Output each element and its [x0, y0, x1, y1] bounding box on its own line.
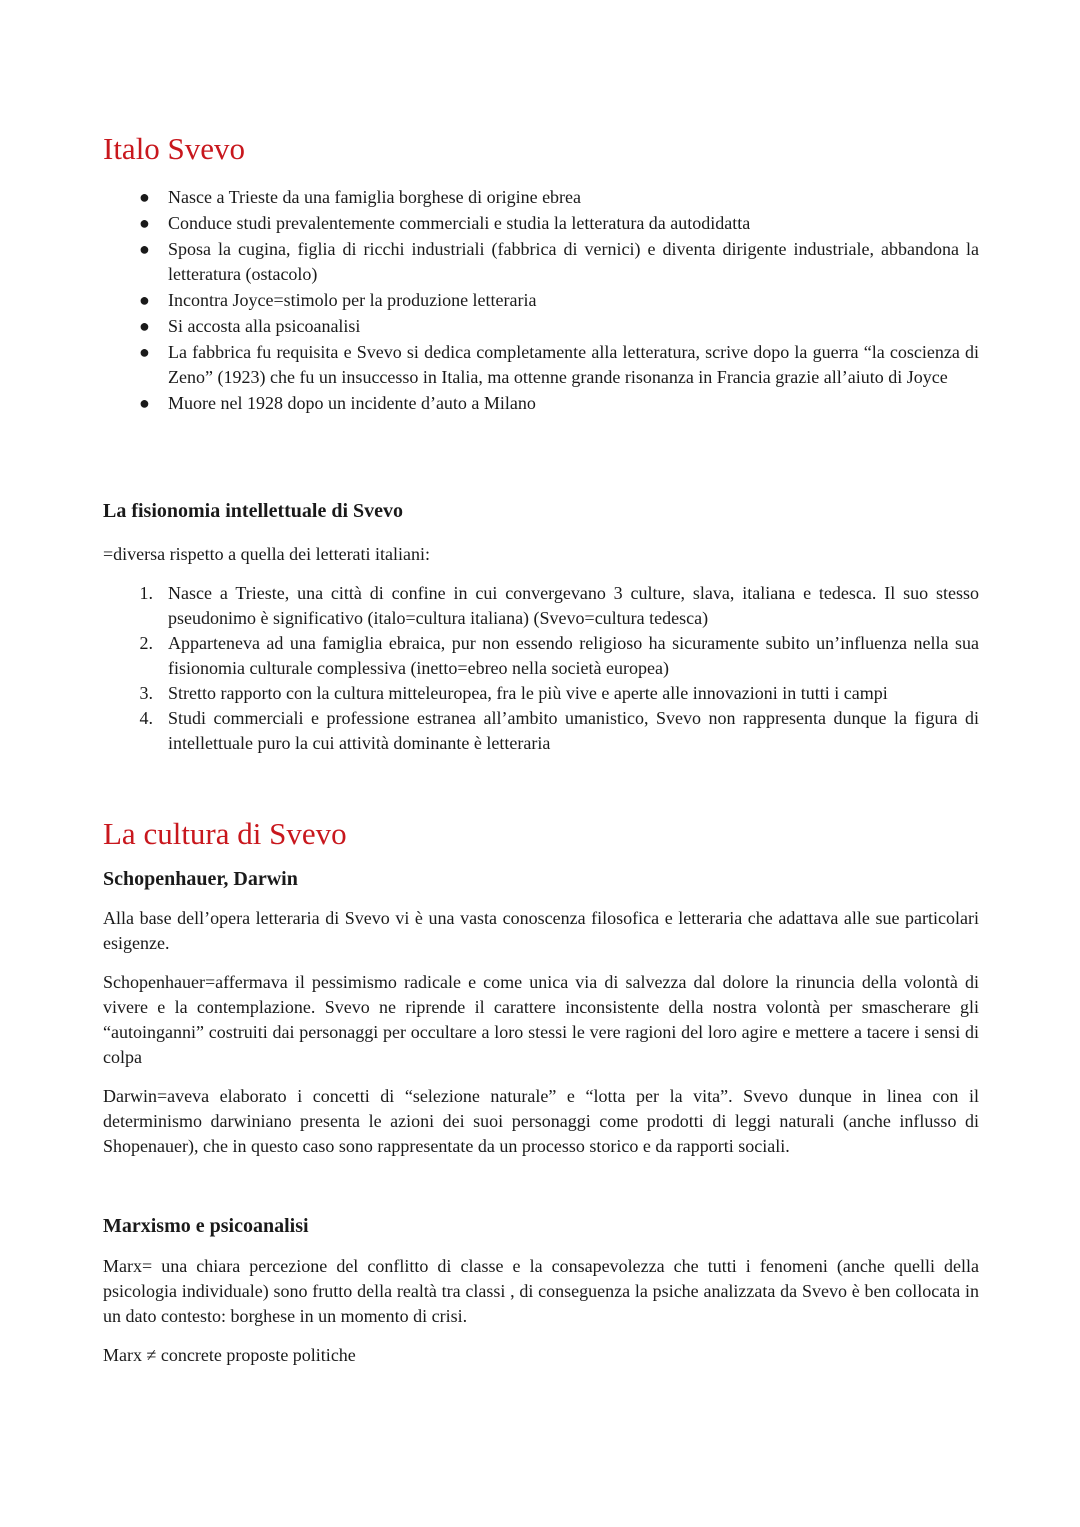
bullet-icon: ● — [139, 316, 150, 336]
section-title-italo-svevo: Italo Svevo — [103, 131, 246, 166]
bullet-icon: ● — [139, 393, 150, 413]
list-item: 1. Nasce a Trieste, una città di confine in cui convergevano 3 culture, slava, italiana e tedesca. Il suo stesso pseudonimo è significativo (italo=cultura italiana) (Svevo=cultura tedesca) — [103, 581, 979, 631]
biography-bullet-list — [103, 185, 979, 416]
section-title-cultura: La cultura di Svevo — [103, 816, 347, 851]
section-intro-text: =diversa rispetto a quella dei letterati italiani: — [103, 544, 431, 564]
list-item: ● Sposa la cugina, figlia di ricchi industriali (fabbrica di vernici) e diventa dirigente industriale, abbandona la letteratura (ostacolo) — [139, 239, 979, 284]
subsection-heading-marxismo: Marxismo e psicoanalisi — [103, 1215, 309, 1237]
list-item: 4. Studi commerciali e professione estranea all’ambito umanistico, Svevo non rappresenta dunque la figura di intellettuale puro la cui attività dominante è letteraria — [103, 706, 979, 756]
list-item: 3. Stretto rapporto con la cultura mitteleuropea, fra le più vive e aperte alle innovazioni in tutti i campi — [103, 681, 979, 706]
numbered-list — [103, 581, 979, 756]
list-item: ● Incontra Joyce=stimolo per la produzione letteraria — [103, 288, 979, 313]
paragraph: Marx= una chiara percezione del conflitto di classe e la consapevolezza che tutti i fenomeni (anche quelli della psicologia individuale) sono frutto della realtà tra classi , di conseguenza la psiche analizzata da Svevo è ben collocata in un dato contesto: borghese in un momento di crisi. — [103, 1256, 979, 1326]
list-item: ● Muore nel 1928 dopo un incidente d’auto a Milano — [103, 391, 979, 416]
paragraph: Alla base dell’opera letteraria di Svevo vi è una vasta conoscenza filosofica e letteraria che adattava alle sue particolari esigenze. — [103, 908, 979, 953]
bullet-icon: ● — [139, 342, 150, 362]
subsection-heading-schopenhauer-darwin: Schopenhauer, Darwin — [103, 868, 298, 890]
bullet-icon: ● — [139, 239, 150, 259]
list-item: 2. Apparteneva ad una famiglia ebraica, pur non essendo religioso ha sicuramente subito un’influenza nella sua fisionomia culturale complessiva (inetto=ebreo nella società europea) — [103, 631, 979, 681]
section-heading-fisionomia: La fisionomia intellettuale di Svevo — [103, 500, 403, 522]
bullet-icon: ● — [139, 213, 150, 233]
list-item: ● Conduce studi prevalentemente commerciali e studia la letteratura da autodidatta — [103, 211, 979, 236]
bullet-icon: ● — [139, 187, 150, 207]
paragraph: Darwin=aveva elaborato i concetti di “selezione naturale” e “lotta per la vita”. Svevo dunque in linea con il determinismo darwiniano presenta le azioni dei suoi personaggi come prodotti di leggi naturali (anche influsso di Shopenauer), che in questo caso sono rappresentate da un processo storico e da rapporti sociali. — [103, 1086, 979, 1156]
paragraph: Schopenhauer=affermava il pessimismo radicale e come unica via di salvezza dal dolore la rinuncia della volontà di vivere e la contemplazione. Svevo ne riprende il carattere inconsistente della nostra volontà per smascherare gli “autoinganni” costruiti dai personaggi per occultare a loro stessi le vere ragioni del loro agire e mettere a tacere i sensi di colpa — [103, 972, 979, 1067]
list-number: 2. — [139, 633, 153, 653]
list-item: ● Si accosta alla psicoanalisi — [103, 314, 979, 339]
list-item: ● Nasce a Trieste da una famiglia borghese di origine ebrea — [103, 185, 979, 210]
bullet-icon: ● — [139, 290, 150, 310]
list-item: ● La fabbrica fu requisita e Svevo si dedica completamente alla letteratura, scrive dopo la guerra “la coscienza di Zeno” (1923) che fu un insuccesso in Italia, ma ottenne grande risonanza in Francia grazie all’aiuto di Joyce — [139, 342, 979, 387]
list-number: 3. — [139, 683, 153, 703]
list-number: 4. — [139, 708, 153, 728]
paragraph: Marx ≠ concrete proposte politiche — [103, 1345, 356, 1365]
list-number: 1. — [139, 583, 153, 603]
